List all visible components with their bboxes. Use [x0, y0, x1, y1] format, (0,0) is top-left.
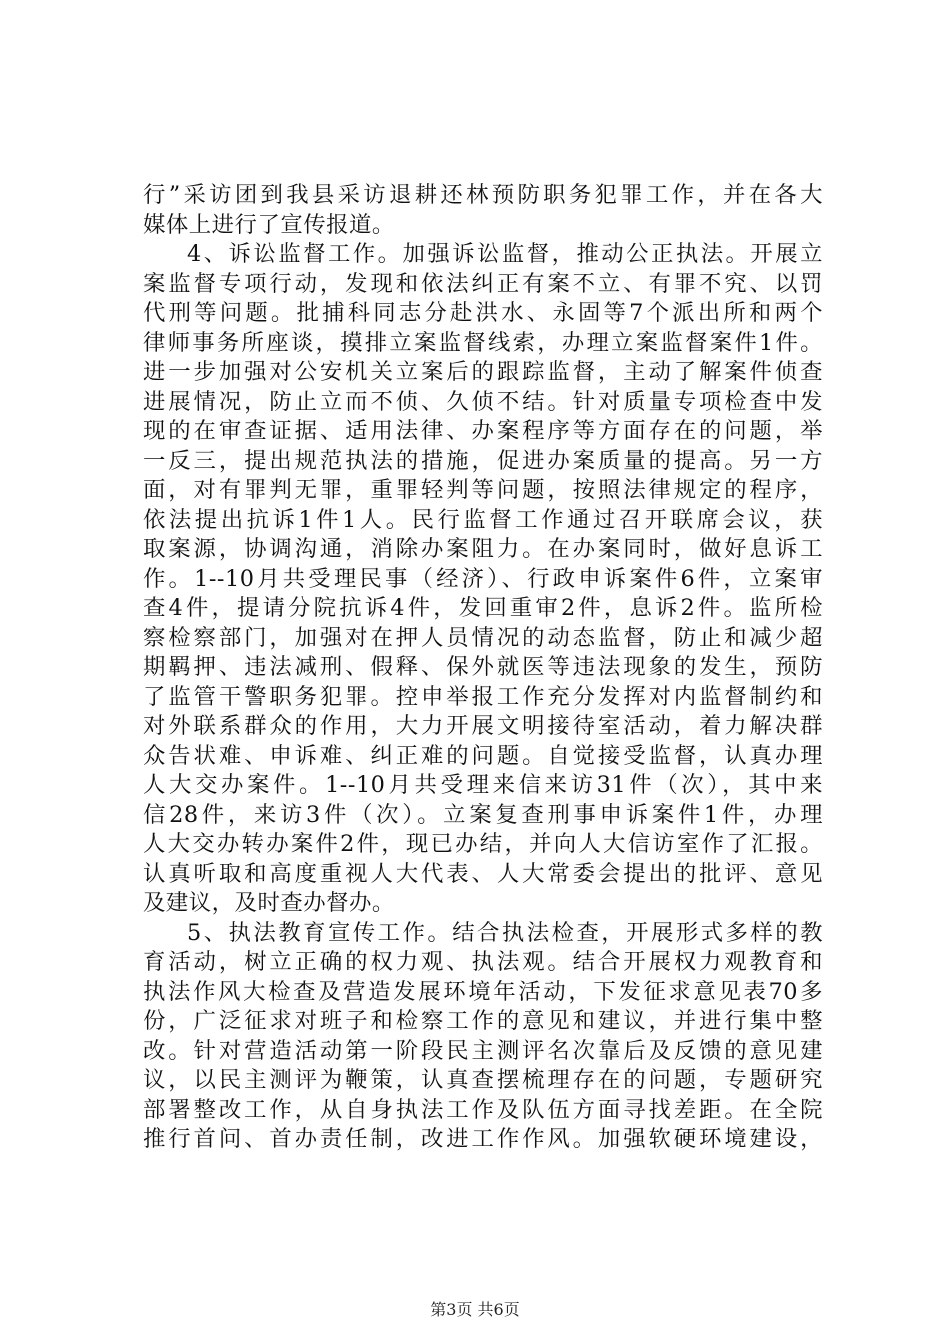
text-line: 4、诉讼监督工作。加强诉讼监督，推动公正执法。开展立 — [187, 241, 823, 267]
text-line: 律师事务所座谈，摸排立案监督线索，办理立案监督案件1件。 — [143, 329, 823, 356]
text-line: 部署整改工作，从自身执法工作及队伍方面寻找差距。在全院 — [143, 1096, 823, 1123]
text-line: 对外联系群众的作用，大力开展文明接待室活动，着力解决群 — [143, 713, 823, 739]
text-line: 取案源，协调沟通，消除办案阻力。在办案同时，做好息诉工 — [143, 536, 823, 562]
text-line: 推行首问、首办责任制，改进工作作风。加强软硬环境建设， — [143, 1126, 823, 1152]
text-line: 媒体上进行了宣传报道。 — [143, 211, 395, 238]
text-line: 了监管干警职务犯罪。控申举报工作充分发挥对内监督制约和 — [143, 683, 823, 710]
text-line: 人大交办转办案件2件，现已办结，并向人大信访室作了汇报。 — [143, 831, 823, 857]
page-footer: 第3页 共6页 — [430, 1300, 520, 1319]
text-line: 面，对有罪判无罪，重罪轻判等问题，按照法律规定的程序， — [143, 477, 823, 503]
text-line: 案监督专项行动，发现和依法纠正有案不立、有罪不究、以罚 — [143, 270, 823, 297]
text-line: 一反三，提出规范执法的措施，促进办案质量的提高。另一方 — [143, 447, 823, 474]
text-line: 期羁押、违法减刑、假释、保外就医等违法现象的发生，预防 — [143, 654, 823, 680]
text-line: 信28件，来访3件（次）。立案复查刑事申诉案件1件，办理 — [143, 801, 823, 828]
text-line: 育活动，树立正确的权力观、执法观。结合开展权力观教育和 — [143, 949, 823, 975]
text-line: 察检察部门，加强对在押人员情况的动态监督，防止和减少超 — [143, 624, 823, 651]
text-line: 依法提出抗诉1件1人。民行监督工作通过召开联席会议，获 — [143, 506, 823, 533]
text-line: 查4件，提请分院抗诉4件，发回重审2件，息诉2件。监所检 — [143, 595, 823, 621]
text-line: 代刑等问题。批捕科同志分赴洪水、永固等7个派出所和两个 — [143, 300, 823, 326]
text-line: 进展情况，防止立而不侦、久侦不结。针对质量专项检查中发 — [143, 388, 823, 415]
document-body — [143, 181, 823, 1155]
text-line: 进一步加强对公安机关立案后的跟踪监督，主动了解案件侦查 — [143, 359, 823, 385]
text-line: 5、执法教育宣传工作。结合执法检查，开展形式多样的教 — [187, 919, 823, 946]
text-line: 改。针对营造活动第一阶段民主测评名次靠后及反馈的意见建 — [143, 1037, 823, 1064]
text-line: 众告状难、申诉难、纠正难的问题。自觉接受监督，认真办理 — [143, 742, 823, 769]
text-line: 及建议，及时查办督办。 — [143, 890, 395, 916]
text-line: 认真听取和高度重视人大代表、人大常委会提出的批评、意见 — [143, 860, 823, 887]
text-line: 执法作风大检查及营造发展环境年活动，下发征求意见表70多 — [143, 978, 823, 1005]
text-line: 人大交办案件。1--10月共受理来信来访31件（次），其中来 — [143, 772, 823, 798]
text-line: 份，广泛征求对班子和检察工作的意见和建议，并进行集中整 — [143, 1008, 823, 1034]
text-line: 议，以民主测评为鞭策，认真查摆梳理存在的问题，专题研究 — [143, 1067, 823, 1093]
text-line: 现的在审查证据、适用法律、办案程序等方面存在的问题，举 — [143, 418, 823, 444]
text-line: 行”采访团到我县采访退耕还林预防职务犯罪工作，并在各大 — [143, 182, 823, 208]
text-line: 作。1--10月共受理民事（经济）、行政申诉案件6件，立案审 — [143, 565, 823, 592]
